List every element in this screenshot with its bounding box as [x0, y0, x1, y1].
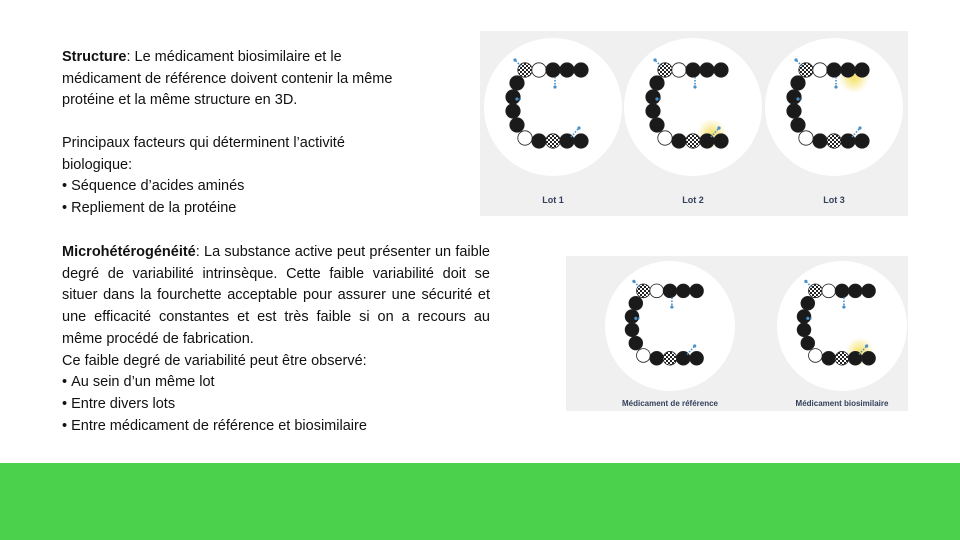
amino-acid-bead [663, 284, 677, 298]
amino-acid-bead [690, 351, 704, 365]
glycan-end [858, 126, 861, 129]
factors-paragraph [62, 133, 402, 220]
figure-compare-illustration [566, 256, 908, 411]
structure-term: Structure [62, 49, 127, 65]
protein-backdrop-circle [777, 261, 907, 391]
amino-acid-bead [518, 131, 532, 145]
protein-backdrop-circle [624, 38, 762, 176]
amino-acid-bead [801, 336, 815, 350]
glycan-end [577, 126, 580, 129]
glycan-end [553, 85, 556, 88]
glycan-end [693, 344, 696, 347]
amino-acid-bead [801, 296, 815, 310]
amino-acid-bead [791, 76, 805, 90]
glycan-end [670, 305, 673, 308]
amino-acid-bead [827, 134, 841, 148]
glycan-end [632, 280, 635, 283]
protein-structure [765, 38, 903, 176]
amino-acid-bead [791, 118, 805, 132]
amino-acid-bead [841, 63, 855, 77]
glycan-end [655, 97, 658, 100]
amino-acid-bead [574, 63, 588, 77]
amino-acid-bead [787, 104, 801, 118]
amino-acid-bead [855, 63, 869, 77]
amino-acid-bead [650, 284, 664, 298]
glycan-end [634, 317, 637, 320]
glycan-end [515, 97, 518, 100]
amino-acid-bead [650, 351, 664, 365]
factors-item: • Repliement de la protéine [62, 198, 402, 220]
figure-lots-panel [480, 31, 908, 216]
footer-band [0, 463, 960, 540]
glycan-end [834, 85, 837, 88]
amino-acid-bead [714, 63, 728, 77]
amino-acid-bead [855, 134, 869, 148]
amino-acid-bead [532, 134, 546, 148]
amino-acid-bead [650, 118, 664, 132]
glycan-end [717, 126, 720, 129]
figure-compare-panel [566, 256, 908, 411]
amino-acid-bead [714, 134, 728, 148]
protein-structure [777, 261, 907, 391]
figure-caption: Lot 2 [682, 195, 704, 205]
amino-acid-bead [835, 284, 849, 298]
glycan-end [804, 280, 807, 283]
variability-item: • Au sein d’un même lot [62, 372, 490, 394]
amino-acid-bead [646, 104, 660, 118]
protein-structure [624, 38, 762, 176]
amino-acid-bead [848, 284, 862, 298]
amino-acid-bead [510, 76, 524, 90]
glycan-end [794, 58, 797, 61]
protein-backdrop-circle [765, 38, 903, 176]
glycan-end [513, 58, 516, 61]
variability-item: • Entre divers lots [62, 394, 490, 416]
amino-acid-bead [637, 349, 651, 363]
amino-acid-bead [700, 63, 714, 77]
amino-acid-bead [787, 90, 801, 104]
amino-acid-bead [862, 284, 876, 298]
amino-acid-bead [560, 63, 574, 77]
amino-acid-bead [813, 134, 827, 148]
amino-acid-bead [676, 284, 690, 298]
amino-acid-bead [506, 104, 520, 118]
amino-acid-bead [672, 63, 686, 77]
amino-acid-bead [690, 284, 704, 298]
amino-acid-bead [546, 63, 560, 77]
glycan-end [653, 58, 656, 61]
amino-acid-bead [835, 351, 849, 365]
amino-acid-bead [813, 63, 827, 77]
figure-caption: Médicament de référence [621, 399, 719, 408]
amino-acid-bead [809, 349, 823, 363]
figure-caption: Lot 1 [542, 195, 564, 205]
figure-caption: Médicament biosimilaire [795, 399, 889, 408]
amino-acid-bead [862, 351, 876, 365]
glycan-end [796, 97, 799, 100]
protein-structure [605, 261, 735, 391]
amino-acid-bead [574, 134, 588, 148]
amino-acid-bead [625, 323, 639, 337]
amino-acid-bead [797, 310, 811, 324]
amino-acid-bead [629, 336, 643, 350]
figure-caption: Lot 3 [823, 195, 845, 205]
amino-acid-bead [672, 134, 686, 148]
amino-acid-bead [506, 90, 520, 104]
amino-acid-bead [663, 351, 677, 365]
amino-acid-bead [822, 351, 836, 365]
microheterogeneity-term: Microhétérogénéité [62, 244, 196, 260]
amino-acid-bead [646, 90, 660, 104]
amino-acid-bead [686, 134, 700, 148]
glycan-end [693, 85, 696, 88]
amino-acid-bead [546, 134, 560, 148]
glycan-end [865, 344, 868, 347]
amino-acid-bead [822, 284, 836, 298]
protein-structure [484, 38, 622, 176]
structure-paragraph [62, 47, 402, 112]
amino-acid-bead [799, 131, 813, 145]
microheterogeneity-text: : La substance active peut présenter un faible degré de variabilité intrinsèque. Cette faible variabilité doit se situer dans la fourchette acceptable pour assurer une sécurité et une efficacité constantes et est très faible si on a recours au même procédé de fabrication. [62, 244, 490, 347]
amino-acid-bead [629, 296, 643, 310]
amino-acid-bead [658, 131, 672, 145]
figure-lots-illustration [480, 31, 908, 216]
protein-backdrop-circle [605, 261, 735, 391]
amino-acid-bead [650, 76, 664, 90]
microheterogeneity-paragraph [62, 242, 490, 437]
glycan-end [842, 305, 845, 308]
amino-acid-bead [625, 310, 639, 324]
amino-acid-bead [686, 63, 700, 77]
variability-item: • Entre médicament de référence et biosimilaire [62, 416, 490, 438]
glycan-end [806, 317, 809, 320]
structure-text: : Le médicament biosimilaire et le médicament de référence doivent contenir la même protéine et la même structure en 3D. [62, 49, 393, 109]
amino-acid-bead [532, 63, 546, 77]
amino-acid-bead [797, 323, 811, 337]
factors-item: • Séquence d’acides aminés [62, 176, 402, 198]
protein-backdrop-circle [484, 38, 622, 176]
microheterogeneity-observed: Ce faible degré de variabilité peut être observé: [62, 352, 367, 369]
amino-acid-bead [827, 63, 841, 77]
factors-intro: Principaux facteurs qui déterminent l’activité biologique: [62, 135, 345, 173]
amino-acid-bead [510, 118, 524, 132]
